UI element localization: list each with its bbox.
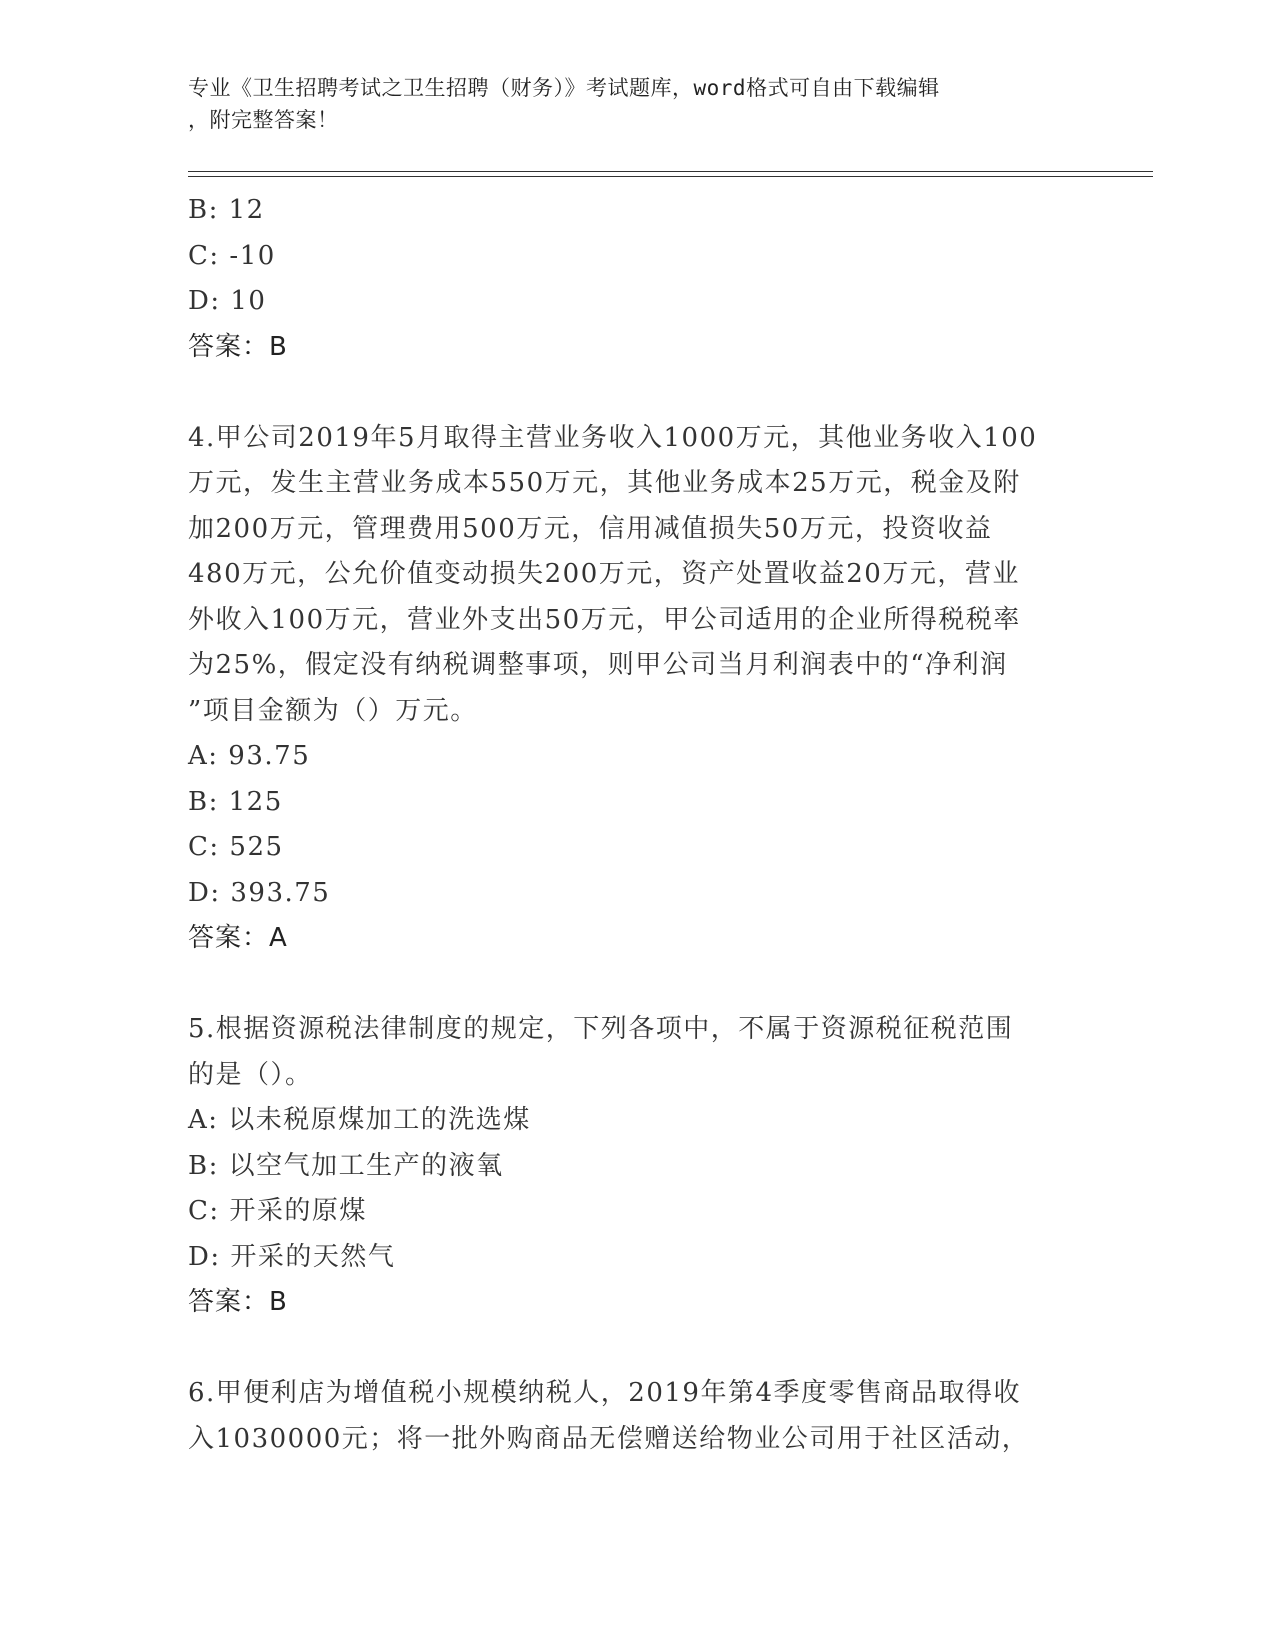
question-stem-line: 外收入100万元，营业外支出50万元，甲公司适用的企业所得税税率	[188, 604, 1021, 635]
answer: 答案：A	[188, 923, 288, 953]
header-line-1: 专业《卫生招聘考试之卫生招聘（财务）》考试题库，word格式可自由下载编辑	[188, 76, 940, 100]
spacer	[188, 1326, 1088, 1372]
option-c: C: -10	[188, 240, 276, 271]
option-c: C: 525	[188, 832, 284, 862]
question-stem-line: 加200万元，管理费用500万元，信用减值损失50万元，投资收益	[188, 513, 993, 544]
answer: 答案：B	[188, 331, 288, 362]
question-6	[188, 1371, 1088, 1462]
question-3-tail	[188, 188, 1088, 370]
document-body	[188, 188, 1088, 1462]
question-stem-line: 6.甲便利店为增值税小规模纳税人，2019年第4季度零售商品取得收	[188, 1378, 1022, 1408]
spacer	[188, 370, 1088, 416]
question-5	[188, 1007, 1088, 1326]
option-a: A: 93.75	[188, 741, 311, 771]
option-a: A: 以未税原煤加工的洗选煤	[188, 1105, 531, 1135]
question-4	[188, 416, 1088, 962]
spacer	[188, 962, 1088, 1008]
question-stem-line: 5.根据资源税法律制度的规定，下列各项中，不属于资源税征税范围	[188, 1014, 1014, 1044]
option-d: D: 开采的天然气	[188, 1241, 396, 1272]
question-stem-line: 480万元，公允价值变动损失200万元，资产处置收益20万元，营业	[188, 559, 1020, 589]
header-divider-bottom	[188, 176, 1153, 177]
option-b: B: 以空气加工生产的液氧	[188, 1150, 504, 1181]
option-c: C: 开采的原煤	[188, 1196, 367, 1226]
question-stem-line: 4.甲公司2019年5月取得主营业务收入1000万元，其他业务收入100	[188, 422, 1038, 453]
question-stem-line: 万元，发生主营业务成本550万元，其他业务成本25万元，税金及附	[188, 468, 1021, 498]
answer: 答案：B	[188, 1287, 288, 1317]
option-d: D: 393.75	[188, 877, 331, 908]
question-stem-line: 入1030000元；将一批外购商品无偿赠送给物业公司用于社区活动，	[188, 1423, 1030, 1454]
option-d: D: 10	[188, 286, 267, 316]
option-b: B: 12	[188, 195, 265, 225]
question-stem-line: 的是（）。	[188, 1059, 313, 1090]
header-divider-top	[188, 171, 1153, 172]
question-stem-line: 为25%，假定没有纳税调整事项，则甲公司当月利润表中的“净利润	[188, 650, 1008, 680]
header-line-2: ，附完整答案！	[188, 108, 339, 132]
question-stem-line: ”项目金额为（）万元。	[188, 695, 478, 726]
document-header	[188, 72, 1088, 136]
option-b: B: 125	[188, 786, 283, 817]
